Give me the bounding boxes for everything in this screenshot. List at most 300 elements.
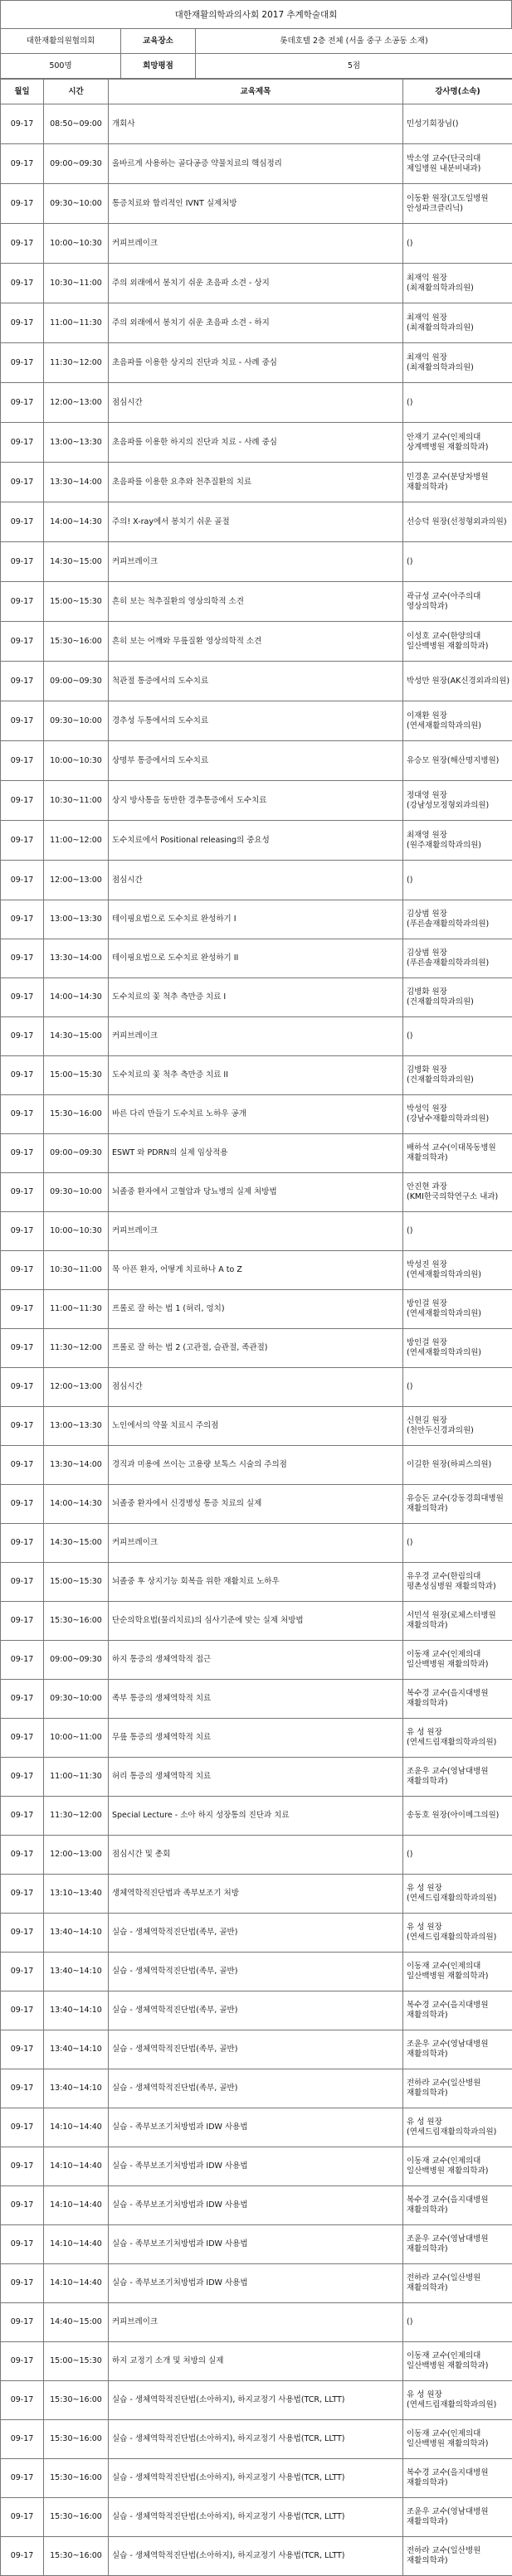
table-row (1, 1680, 512, 1719)
row-title: 허리 통증의 생체역학적 치료 (109, 1758, 403, 1797)
table-row (1, 1758, 512, 1797)
row-time: 09:30~10:00 (44, 184, 109, 224)
table-row (1, 224, 512, 264)
row-date: 09-17 (1, 1368, 44, 1407)
table-row (1, 1407, 512, 1446)
row-speaker: 전하라 교수(일산병원 재활의학과) (403, 2537, 512, 2576)
table-row (1, 741, 512, 781)
table-row (1, 1875, 512, 1914)
row-time: 15:30~16:00 (44, 1095, 109, 1134)
table-row (1, 1641, 512, 1680)
table-row (1, 2537, 512, 2576)
row-time: 11:00~11:30 (44, 303, 109, 343)
row-date: 09-17 (1, 423, 44, 463)
row-time: 13:00~13:30 (44, 900, 109, 939)
header-title: 교육제목 (109, 80, 403, 104)
row-date: 09-17 (1, 622, 44, 662)
row-speaker: 정대영 원장(강남성모정형외과의원) (403, 781, 512, 821)
row-date: 09-17 (1, 1329, 44, 1368)
row-speaker: 박성진 원장(연세재활의학과의원) (403, 1251, 512, 1290)
row-date: 09-17 (1, 582, 44, 622)
table-row (1, 2108, 512, 2147)
row-date: 09-17 (1, 1212, 44, 1251)
row-title: 도수치료의 꽃 척추 측만증 치료 I (109, 978, 403, 1017)
row-title: 뇌졸중 후 상지기능 회복을 위한 재활치료 노하우 (109, 1563, 403, 1602)
row-title: 실습 - 생체역학적진단법(소아하지), 하지교정기 사용법(TCR, LLTT) (109, 2498, 403, 2537)
schedule-body (1, 104, 512, 2576)
table-row (1, 1953, 512, 1991)
table-row (1, 2225, 512, 2264)
row-time: 13:40~14:10 (44, 2030, 109, 2069)
row-time: 09:00~09:30 (44, 1641, 109, 1680)
row-speaker: 이동환 원장(고도일병원 안성파크클리닉) (403, 184, 512, 224)
row-date: 09-17 (1, 2420, 44, 2459)
row-time: 10:30~11:00 (44, 781, 109, 821)
row-title: 상명부 통증에서의 도수치료 (109, 741, 403, 781)
row-date: 09-17 (1, 900, 44, 939)
row-time: 14:00~14:30 (44, 502, 109, 542)
table-row (1, 1563, 512, 1602)
row-speaker: 이동재 교수(인제의대 일산백병원 재활의학과) (403, 2420, 512, 2459)
score-value: 5점 (196, 54, 512, 79)
row-time: 13:30~14:00 (44, 939, 109, 978)
attendee-count: 500명 (1, 54, 121, 79)
table-row (1, 1017, 512, 1056)
row-date: 09-17 (1, 2498, 44, 2537)
row-date: 09-17 (1, 303, 44, 343)
row-title: 실습 - 족부보조기처방법과 IDW 사용법 (109, 2108, 403, 2147)
table-row (1, 2303, 512, 2342)
row-speaker: 박소영 교수(단국의대 제일병원 내분비내과) (403, 144, 512, 184)
table-row (1, 1446, 512, 1485)
row-date: 09-17 (1, 2069, 44, 2108)
row-date: 09-17 (1, 939, 44, 978)
row-title: 개회사 (109, 104, 403, 144)
row-date: 09-17 (1, 2303, 44, 2342)
row-date: 09-17 (1, 383, 44, 423)
row-title: 경직과 미용에 쓰이는 고용량 보톡스 시술의 주의점 (109, 1446, 403, 1485)
header-time: 시간 (44, 80, 109, 104)
row-date: 09-17 (1, 1017, 44, 1056)
table-row (1, 861, 512, 900)
row-date: 09-17 (1, 1251, 44, 1290)
schedule-header-row (1, 80, 512, 104)
row-title: 점심시간 (109, 861, 403, 900)
row-speaker: 유 성 원장(연세드림재활의학과의원) (403, 2381, 512, 2420)
table-row (1, 1134, 512, 1173)
row-date: 09-17 (1, 1680, 44, 1719)
row-speaker: 이재환 원장(연세재활의학과의원) (403, 701, 512, 741)
row-title: 커피브레이크 (109, 1212, 403, 1251)
table-row (1, 144, 512, 184)
row-title: 실습 - 생체역학적진단법(족부, 골반) (109, 1914, 403, 1953)
row-speaker: 이성호 교수(한양의대 일산백병원 재활의학과) (403, 622, 512, 662)
row-speaker: () (403, 383, 512, 423)
row-title: 노인에서의 약물 치료시 주의점 (109, 1407, 403, 1446)
table-row (1, 1329, 512, 1368)
table-row (1, 622, 512, 662)
row-time: 11:30~12:00 (44, 343, 109, 383)
row-time: 14:10~14:40 (44, 2186, 109, 2225)
row-title: 커피브레이크 (109, 2303, 403, 2342)
row-speaker: () (403, 542, 512, 582)
row-speaker: 배하석 교수(이대목동병원 재활의학과) (403, 1134, 512, 1173)
row-date: 09-17 (1, 2030, 44, 2069)
row-speaker: () (403, 1836, 512, 1875)
table-row (1, 423, 512, 463)
row-time: 15:30~16:00 (44, 2420, 109, 2459)
row-date: 09-17 (1, 1758, 44, 1797)
row-time: 15:30~16:00 (44, 2498, 109, 2537)
table-row (1, 542, 512, 582)
row-date: 09-17 (1, 184, 44, 224)
row-time: 15:00~15:30 (44, 582, 109, 622)
row-time: 09:30~10:00 (44, 1173, 109, 1212)
row-title: 실습 - 족부보조기처방법과 IDW 사용법 (109, 2147, 403, 2186)
row-title: 하지 통증의 생체역학적 접근 (109, 1641, 403, 1680)
row-date: 09-17 (1, 861, 44, 900)
row-time: 14:30~15:00 (44, 542, 109, 582)
table-row (1, 1485, 512, 1524)
row-title: 실습 - 생체역학적진단법(족부, 골반) (109, 1953, 403, 1991)
row-date: 09-17 (1, 1290, 44, 1329)
row-date: 09-17 (1, 1524, 44, 1563)
table-row (1, 2420, 512, 2459)
row-date: 09-17 (1, 224, 44, 264)
row-date: 09-17 (1, 1797, 44, 1836)
row-date: 09-17 (1, 104, 44, 144)
row-title: 테이핑요법으로 도수치료 완성하기 I (109, 900, 403, 939)
row-time: 15:30~16:00 (44, 2459, 109, 2498)
row-title: 커피브레이크 (109, 542, 403, 582)
row-title: 점심시간 및 총회 (109, 1836, 403, 1875)
row-date: 09-17 (1, 2225, 44, 2264)
row-speaker: 조윤우 교수(영남대병원 재활의학과) (403, 2498, 512, 2537)
row-date: 09-17 (1, 264, 44, 303)
row-speaker: 김병화 원장(건재활의학과의원) (403, 1056, 512, 1095)
row-title: 목 아픈 환자, 어떻게 치료하나 A to Z (109, 1251, 403, 1290)
row-date: 09-17 (1, 1953, 44, 1991)
row-time: 14:00~14:30 (44, 978, 109, 1017)
row-date: 09-17 (1, 144, 44, 184)
table-row (1, 1914, 512, 1953)
row-speaker: 조윤우 교수(영남대병원 재활의학과) (403, 1758, 512, 1797)
table-row (1, 1991, 512, 2030)
row-time: 14:30~15:00 (44, 1017, 109, 1056)
row-title: 커피브레이크 (109, 1524, 403, 1563)
row-time: 09:30~10:00 (44, 701, 109, 741)
row-time: 13:00~13:30 (44, 423, 109, 463)
schedule-table (0, 79, 512, 2576)
row-time: 11:00~11:30 (44, 1758, 109, 1797)
row-speaker: 김상범 원장(푸른솔재활의학과의원) (403, 939, 512, 978)
row-speaker: 신현길 원장(천안두신경과의원) (403, 1407, 512, 1446)
row-speaker: 안진현 과장(KMI한국의학연구소 내과) (403, 1173, 512, 1212)
row-speaker: 민경훈 교수(분당차병원 재활의학과) (403, 463, 512, 502)
table-row (1, 1290, 512, 1329)
row-speaker: 유 성 원장(연세드림재활의학과의원) (403, 1914, 512, 1953)
row-title: 주의! X-ray에서 봉치기 쉬운 골절 (109, 502, 403, 542)
row-time: 09:00~09:30 (44, 144, 109, 184)
row-speaker: () (403, 224, 512, 264)
table-row (1, 900, 512, 939)
row-time: 13:00~13:30 (44, 1407, 109, 1446)
row-time: 10:00~10:30 (44, 224, 109, 264)
row-title: 프롤로 잘 하는 법 2 (고관절, 슬관절, 족관절) (109, 1329, 403, 1368)
table-row (1, 978, 512, 1017)
header-speaker: 강사명(소속) (403, 80, 512, 104)
table-row (1, 662, 512, 701)
row-title: 실습 - 생체역학적진단법(족부, 골반) (109, 2069, 403, 2108)
row-time: 14:00~14:30 (44, 1485, 109, 1524)
row-time: 14:30~15:00 (44, 1524, 109, 1563)
row-speaker: 유승돈 교수(강동경희대병원 재활의학과) (403, 1485, 512, 1524)
row-title: 경추성 두통에서의 도수치료 (109, 701, 403, 741)
table-row (1, 2030, 512, 2069)
row-title: 주의 외래에서 봉치기 쉬운 초음파 소견 - 하지 (109, 303, 403, 343)
row-speaker: 방인걸 원장(연세재활의학과의원) (403, 1290, 512, 1329)
row-title: 초음파를 이용한 상지의 진단과 치료 - 사례 중심 (109, 343, 403, 383)
row-date: 09-17 (1, 2459, 44, 2498)
table-row (1, 2264, 512, 2303)
table-row (1, 2381, 512, 2420)
row-speaker: 최재익 원장(최재활의학과의원) (403, 264, 512, 303)
row-date: 09-17 (1, 502, 44, 542)
row-speaker: 이동재 교수(인제의대 일산백병원 재활의학과) (403, 1641, 512, 1680)
table-row (1, 104, 512, 144)
row-speaker: () (403, 1368, 512, 1407)
row-date: 09-17 (1, 2108, 44, 2147)
row-date: 09-17 (1, 1095, 44, 1134)
row-time: 12:00~13:00 (44, 1368, 109, 1407)
row-time: 11:00~11:30 (44, 1290, 109, 1329)
row-speaker: 방인걸 원장(연세재활의학과의원) (403, 1329, 512, 1368)
table-row (1, 1368, 512, 1407)
row-date: 09-17 (1, 1719, 44, 1758)
row-title: 도수치료의 꽃 척추 측만증 치료 II (109, 1056, 403, 1095)
row-date: 09-17 (1, 1991, 44, 2030)
table-row (1, 184, 512, 224)
row-title: 실습 - 생체역학적진단법(소아하지), 하지교정기 사용법(TCR, LLTT) (109, 2459, 403, 2498)
row-speaker: 복수경 교수(을지대병원 재활의학과) (403, 1680, 512, 1719)
row-title: 흔히 보는 척추질환의 영상의학적 소견 (109, 582, 403, 622)
row-speaker: 유우경 교수(한림의대 평촌성심병원 재활의학과) (403, 1563, 512, 1602)
row-date: 09-17 (1, 978, 44, 1017)
row-title: 실습 - 생체역학적진단법(소아하지), 하지교정기 사용법(TCR, LLTT) (109, 2381, 403, 2420)
row-speaker: 박성만 원장(AK신경외과의원) (403, 662, 512, 701)
row-time: 13:40~14:10 (44, 1953, 109, 1991)
table-row (1, 821, 512, 861)
row-title: 단순의학요법(물리치료)의 심사기준에 맞는 실제 처방법 (109, 1602, 403, 1641)
row-title: 뇌졸중 환자에서 고혈압과 당뇨병의 실제 처방법 (109, 1173, 403, 1212)
row-title: 상지 방사통을 동반한 경추통증에서 도수치료 (109, 781, 403, 821)
table-row (1, 1797, 512, 1836)
row-date: 09-17 (1, 1563, 44, 1602)
row-speaker: 이동재 교수(인제의대 일산백병원 재활의학과) (403, 2342, 512, 2381)
row-speaker: () (403, 1212, 512, 1251)
row-speaker: 곽규성 교수(아주의대 영상의학과) (403, 582, 512, 622)
row-date: 09-17 (1, 1173, 44, 1212)
row-time: 13:30~14:00 (44, 463, 109, 502)
row-time: 13:40~14:10 (44, 1914, 109, 1953)
table-row (1, 303, 512, 343)
row-speaker: () (403, 2303, 512, 2342)
row-date: 09-17 (1, 343, 44, 383)
row-time: 13:40~14:10 (44, 2069, 109, 2108)
host-name: 대한재활의원협의회 (1, 29, 121, 54)
row-speaker: 선승덕 원장(선정형외과의원) (403, 502, 512, 542)
row-date: 09-17 (1, 2264, 44, 2303)
row-speaker: 복수경 교수(을지대병원 재활의학과) (403, 1991, 512, 2030)
row-date: 09-17 (1, 542, 44, 582)
row-date: 09-17 (1, 2147, 44, 2186)
page-title: 대한재활의학과의사회 2017 추계학술대회 (0, 0, 512, 28)
row-time: 14:10~14:40 (44, 2108, 109, 2147)
row-speaker: 이동재 교수(인제의대 일산백병원 재활의학과) (403, 1953, 512, 1991)
row-date: 09-17 (1, 1407, 44, 1446)
row-speaker: () (403, 1017, 512, 1056)
row-time: 15:00~15:30 (44, 1563, 109, 1602)
row-time: 10:00~10:30 (44, 741, 109, 781)
row-time: 15:00~15:30 (44, 1056, 109, 1095)
row-date: 09-17 (1, 1641, 44, 1680)
row-title: 실습 - 생체역학적진단법(소아하지), 하지교정기 사용법(TCR, LLTT) (109, 2537, 403, 2576)
table-row (1, 463, 512, 502)
table-row (1, 1524, 512, 1563)
table-row (1, 264, 512, 303)
row-date: 09-17 (1, 2381, 44, 2420)
table-row (1, 781, 512, 821)
row-speaker: 최재영 원장(원주재활의학과의원) (403, 821, 512, 861)
row-speaker: () (403, 1524, 512, 1563)
table-row (1, 1173, 512, 1212)
table-row (1, 582, 512, 622)
row-time: 12:00~13:00 (44, 861, 109, 900)
table-row (1, 1095, 512, 1134)
row-speaker: 송동호 원장(아이메그의원) (403, 1797, 512, 1836)
table-row (1, 383, 512, 423)
row-time: 12:00~13:00 (44, 1836, 109, 1875)
row-title: 실습 - 족부보조기처방법과 IDW 사용법 (109, 2186, 403, 2225)
row-time: 10:30~11:00 (44, 264, 109, 303)
row-time: 08:50~09:00 (44, 104, 109, 144)
row-title: 족부 통증의 생체역학적 치료 (109, 1680, 403, 1719)
row-time: 15:00~15:30 (44, 2342, 109, 2381)
table-row (1, 2069, 512, 2108)
table-row (1, 2498, 512, 2537)
place-value: 롯데호텔 2층 전체 (서울 중구 소공동 소재) (196, 29, 512, 54)
row-title: ESWT 와 PDRN의 실제 임상적용 (109, 1134, 403, 1173)
row-time: 12:00~13:00 (44, 383, 109, 423)
row-date: 09-17 (1, 1134, 44, 1173)
row-time: 15:30~16:00 (44, 622, 109, 662)
row-time: 10:00~10:30 (44, 1212, 109, 1251)
row-date: 09-17 (1, 1602, 44, 1641)
row-title: 실습 - 생체역학적진단법(족부, 골반) (109, 2030, 403, 2069)
row-speaker: 유 성 원장(연세드림재활의학과의원) (403, 2108, 512, 2147)
row-time: 09:30~10:00 (44, 1680, 109, 1719)
row-speaker: 민성기회장님() (403, 104, 512, 144)
row-title: 도수치료에서 Positional releasing의 중요성 (109, 821, 403, 861)
row-speaker: 복수경 교수(을지대병원 재활의학과) (403, 2459, 512, 2498)
row-time: 15:30~16:00 (44, 2537, 109, 2576)
row-speaker: () (403, 861, 512, 900)
table-row (1, 1836, 512, 1875)
row-title: 하지 교정기 소개 및 처방의 실제 (109, 2342, 403, 2381)
row-speaker: 서민석 원장(로체스터병원 재활의학과) (403, 1602, 512, 1641)
row-time: 09:00~09:30 (44, 1134, 109, 1173)
place-label: 교육장소 (121, 29, 196, 54)
row-speaker: 유승모 원장(해산명지병원) (403, 741, 512, 781)
row-title: 바른 다리 만들기 도수치료 노하우 공개 (109, 1095, 403, 1134)
table-row (1, 1056, 512, 1095)
row-speaker: 박성익 원장(강남수재활의학과의원) (403, 1095, 512, 1134)
row-date: 09-17 (1, 1056, 44, 1095)
row-time: 10:30~11:00 (44, 1251, 109, 1290)
table-row (1, 502, 512, 542)
row-time: 11:00~12:00 (44, 821, 109, 861)
row-date: 09-17 (1, 1914, 44, 1953)
table-row (1, 2147, 512, 2186)
row-title: 실습 - 족부보조기처방법과 IDW 사용법 (109, 2225, 403, 2264)
row-date: 09-17 (1, 1446, 44, 1485)
row-date: 09-17 (1, 701, 44, 741)
row-date: 09-17 (1, 1875, 44, 1914)
table-row (1, 1602, 512, 1641)
row-title: 생체역학적진단법과 족부보조기 처방 (109, 1875, 403, 1914)
row-title: 테이핑요법으로 도수치료 완성하기 II (109, 939, 403, 978)
row-title: 척관절 통증에서의 도수치료 (109, 662, 403, 701)
row-title: 점심시간 (109, 1368, 403, 1407)
row-date: 09-17 (1, 463, 44, 502)
table-row (1, 701, 512, 741)
row-date: 09-17 (1, 2537, 44, 2576)
row-speaker: 이길한 원장(하피스의원) (403, 1446, 512, 1485)
row-title: 주의 외래에서 봉치기 쉬운 초음파 소견 - 상지 (109, 264, 403, 303)
header-date: 월일 (1, 80, 44, 104)
row-title: 흔히 보는 어깨와 무릎질환 영상의학적 소견 (109, 622, 403, 662)
row-speaker: 조윤우 교수(영남대병원 재활의학과) (403, 2225, 512, 2264)
row-speaker: 유 성 원장(연세드림재활의학과의원) (403, 1875, 512, 1914)
table-row (1, 2342, 512, 2381)
table-row (1, 939, 512, 978)
row-speaker: 전하라 교수(일산병원 재활의학과) (403, 2264, 512, 2303)
row-speaker: 조윤우 교수(영남대병원 재활의학과) (403, 2030, 512, 2069)
row-time: 13:40~14:10 (44, 1991, 109, 2030)
row-title: 뇌졸중 환자에서 신경병성 통증 치료의 실제 (109, 1485, 403, 1524)
row-date: 09-17 (1, 1836, 44, 1875)
row-speaker: 유 성 원장(연세드림재활의학과의원) (403, 1719, 512, 1758)
row-speaker: 안재기 교수(인제의대 상계백병원 재활의학과) (403, 423, 512, 463)
row-speaker: 복수경 교수(을지대병원 재활의학과) (403, 2186, 512, 2225)
row-title: 올바르게 사용하는 골다공증 약물치료의 핵심정리 (109, 144, 403, 184)
table-row (1, 1212, 512, 1251)
row-title: 초음파를 이용한 하지의 진단과 치료 - 사례 중심 (109, 423, 403, 463)
row-date: 09-17 (1, 741, 44, 781)
row-title: 무릎 통증의 생체역학적 치료 (109, 1719, 403, 1758)
row-speaker: 이동재 교수(인제의대 일산백병원 재활의학과) (403, 2147, 512, 2186)
row-time: 14:10~14:40 (44, 2225, 109, 2264)
row-time: 13:10~13:40 (44, 1875, 109, 1914)
row-title: Special Lecture - 소아 하지 성장통의 진단과 치료 (109, 1797, 403, 1836)
row-speaker: 김상범 원장(푸른솔재활의학과의원) (403, 900, 512, 939)
row-time: 14:10~14:40 (44, 2264, 109, 2303)
row-title: 실습 - 족부보조기처방법과 IDW 사용법 (109, 2264, 403, 2303)
row-date: 09-17 (1, 821, 44, 861)
row-speaker: 김병화 원장(건재활의학과의원) (403, 978, 512, 1017)
row-time: 09:00~09:30 (44, 662, 109, 701)
row-title: 커피브레이크 (109, 1017, 403, 1056)
